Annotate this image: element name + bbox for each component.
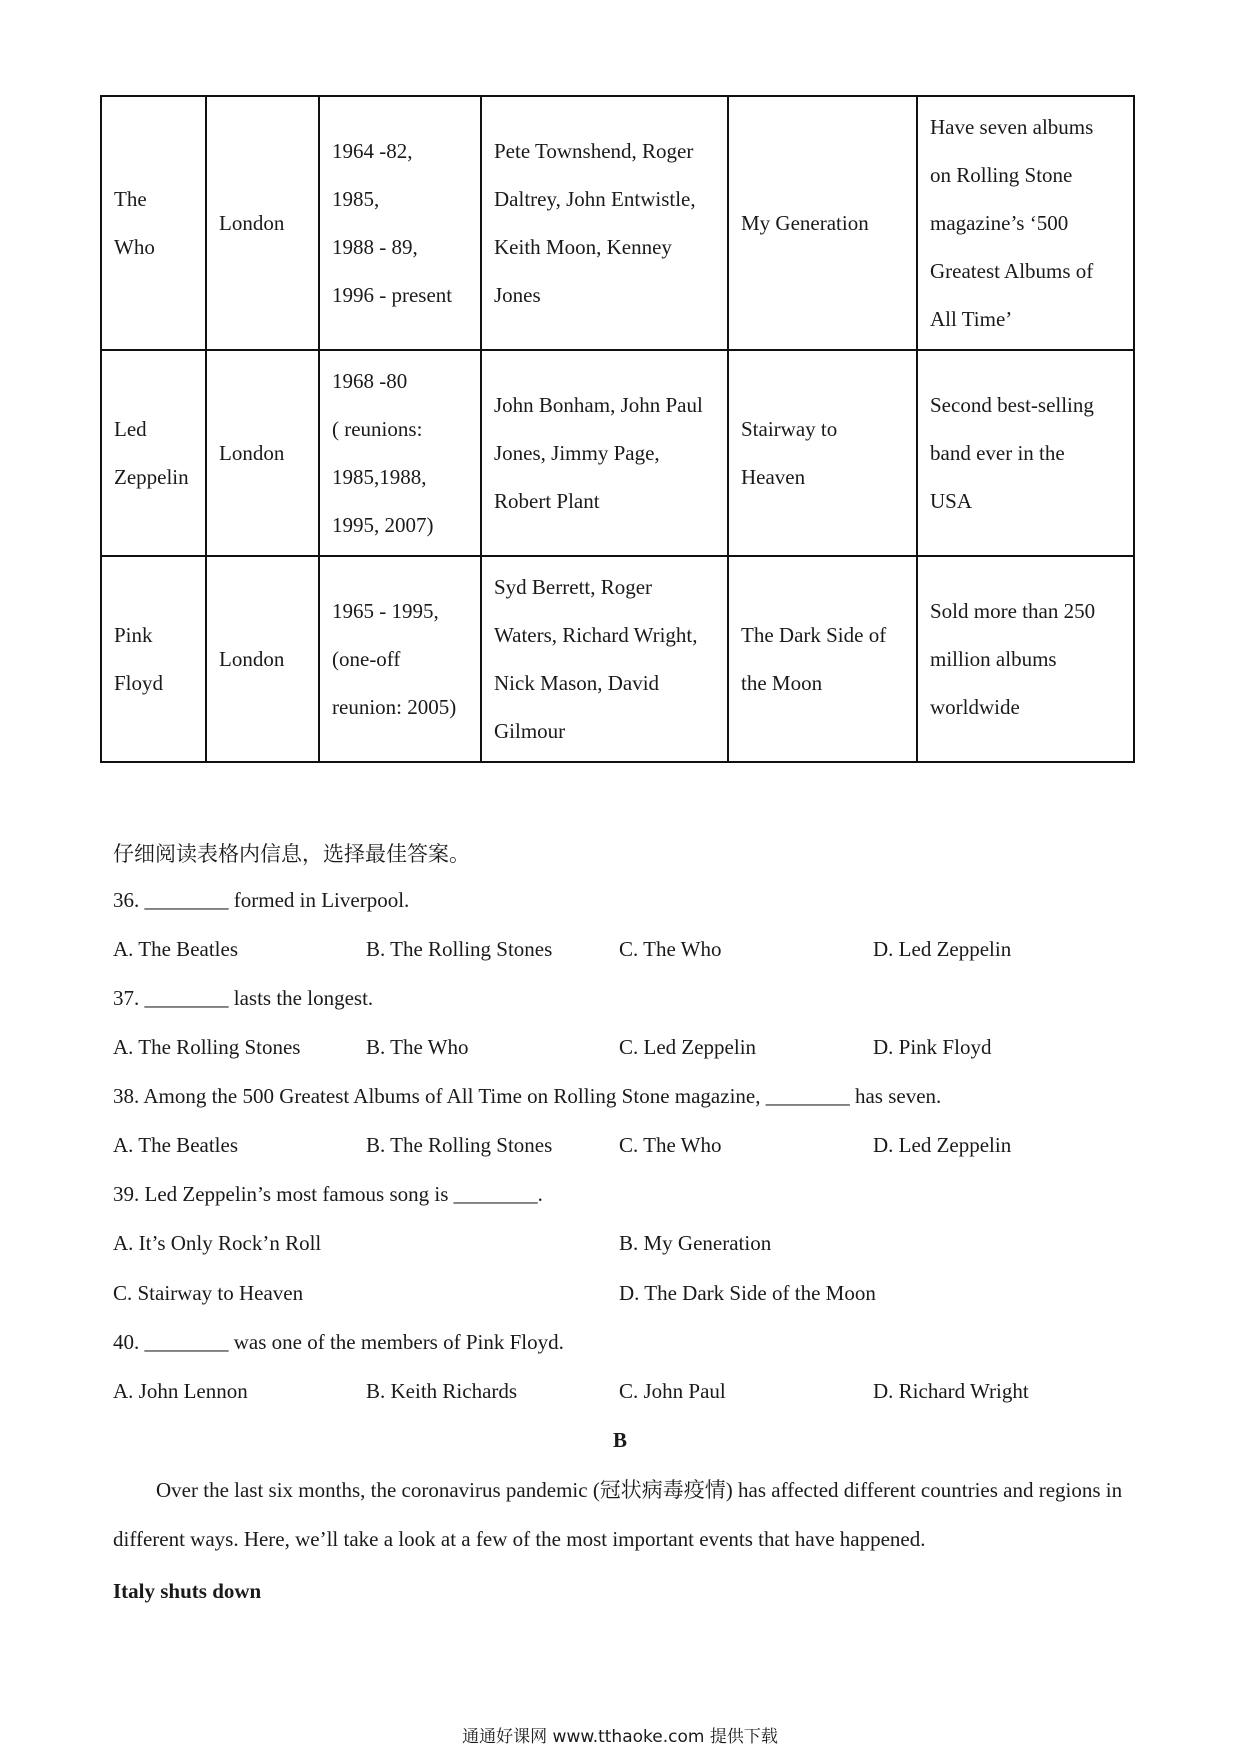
question-36-stem: 36. ________ formed in Liverpool. [113,888,410,912]
members-cell-line: Robert Plant [494,489,600,513]
band-name-cell-line: Led [114,417,147,441]
years-active-cell-line: ( reunions: [332,417,423,441]
fact-cell-line: Second best-selling [930,393,1094,417]
question-40-stem: 40. ________ was one of the members of Pink Floyd. [113,1330,564,1354]
band-name-cell [101,96,206,350]
years-active-cell [319,350,481,556]
band-name-cell-line: Who [114,235,155,259]
fact-cell-line: All Time’ [930,307,1013,331]
question-37-stem: 37. ________ lasts the longest. [113,986,374,1010]
q36-option-c: C. The Who [619,937,722,961]
members-cell [481,350,728,556]
q39-option-b: B. My Generation [619,1231,772,1255]
q36-option-b: B. The Rolling Stones [366,937,553,961]
section-b-subheading: Italy shuts down [113,1579,262,1603]
years-active-cell-line: 1988 - 89, [332,235,418,259]
years-active-cell-line: 1985,1988, [332,465,427,489]
q38-option-a: A. The Beatles [113,1133,238,1157]
famous-song-cell-line: Heaven [741,465,806,489]
q39-option-d: D. The Dark Side of the Moon [619,1281,876,1305]
city-cell-text: London [219,441,285,465]
instruction-text: 仔细阅读表格内信息，选择最佳答案。 [113,842,470,866]
band-table-container [100,95,1135,763]
famous-song-cell-line: My Generation [741,211,869,235]
footer-source: 通通好课网 www.tthaoke.com 提供下载 [462,1727,778,1747]
section-b-heading: B [612,1428,627,1452]
members-cell-line: John Bonham, John Paul [494,393,703,417]
famous-song-cell [728,350,917,556]
q36-option-a: A. The Beatles [113,937,238,961]
members-cell-line: Nick Mason, David [494,671,660,695]
fact-cell-line: USA [930,489,973,513]
years-active-cell-line: 1964 -82, [332,139,413,163]
fact-cell-line: Sold more than 250 [930,599,1096,623]
table-row [101,556,1134,762]
members-cell-line: Pete Townshend, Roger [494,139,694,163]
years-active-cell-line: 1996 - present [332,283,453,307]
q39-option-c: C. Stairway to Heaven [113,1281,304,1305]
band-name-cell-line: Zeppelin [114,465,189,489]
q38-option-b: B. The Rolling Stones [366,1133,553,1157]
members-cell [481,96,728,350]
q37-option-d: D. Pink Floyd [873,1035,992,1059]
years-active-cell [319,556,481,762]
fact-cell-line: Greatest Albums of [930,259,1094,283]
q38-option-c: C. The Who [619,1133,722,1157]
members-cell [481,556,728,762]
section-b-paragraph: Over the last six months, the coronavirus pandemic (冠状病毒疫情) has affected different countries and regions in different ways. Here, we’ll take a look at a few of the most important events that have happened. [113,1478,1123,1551]
years-active-cell-line: 1968 -80 [332,369,408,393]
city-cell-text: London [219,647,285,671]
famous-song-cell-line: the Moon [741,671,823,695]
members-cell-line: Gilmour [494,719,566,743]
band-name-cell-line: Pink [114,623,153,647]
fact-cell [917,96,1134,350]
q39-option-a: A. It’s Only Rock’n Roll [113,1231,322,1255]
years-active-cell-line: 1985, [332,187,380,211]
members-cell-line: Waters, Richard Wright, [494,623,698,647]
q40-option-b: B. Keith Richards [366,1379,518,1403]
fact-cell-line: on Rolling Stone [930,163,1073,187]
question-39-stem: 39. Led Zeppelin’s most famous song is ________. [113,1182,543,1206]
famous-song-cell [728,96,917,350]
years-active-cell [319,96,481,350]
table-row [101,350,1134,556]
years-active-cell-line: 1995, 2007) [332,513,434,537]
table-row [101,96,1134,350]
q40-option-c: C. John Paul [619,1379,726,1403]
years-active-cell-line: 1965 - 1995, [332,599,439,623]
band-name-cell-line: The [114,187,147,211]
members-cell-line: Syd Berrett, Roger [494,575,653,599]
q36-option-d: D. Led Zeppelin [873,937,1012,961]
famous-song-cell [728,556,917,762]
band-name-cell [101,350,206,556]
years-active-cell-line: reunion: 2005) [332,695,457,719]
years-active-cell-line: (one-off [332,647,401,671]
members-cell-line: Keith Moon, Kenney [494,235,672,259]
famous-song-cell-line: The Dark Side of [741,623,887,647]
city-cell [206,350,319,556]
famous-song-cell-line: Stairway to [741,417,838,441]
band-name-cell-line: Floyd [114,671,164,695]
fact-cell [917,350,1134,556]
members-cell-line: Jones, Jimmy Page, [494,441,660,465]
fact-cell-line: million albums [930,647,1057,671]
fact-cell-line: Have seven albums [930,115,1094,139]
q40-option-d: D. Richard Wright [873,1379,1029,1403]
q37-option-c: C. Led Zeppelin [619,1035,757,1059]
q37-option-b: B. The Who [366,1035,469,1059]
q37-option-a: A. The Rolling Stones [113,1035,301,1059]
band-table [100,95,1135,763]
city-cell-text: London [219,211,285,235]
fact-cell-line: magazine’s ‘500 [930,211,1069,235]
fact-cell [917,556,1134,762]
city-cell [206,96,319,350]
question-38-stem: 38. Among the 500 Greatest Albums of All Time on Rolling Stone magazine, ________ has seven. [113,1084,942,1108]
band-name-cell [101,556,206,762]
q40-option-a: A. John Lennon [113,1379,248,1403]
members-cell-line: Jones [494,283,541,307]
fact-cell-line: worldwide [930,695,1020,719]
q38-option-d: D. Led Zeppelin [873,1133,1012,1157]
members-cell-line: Daltrey, John Entwistle, [494,187,696,211]
city-cell [206,556,319,762]
fact-cell-line: band ever in the [930,441,1065,465]
